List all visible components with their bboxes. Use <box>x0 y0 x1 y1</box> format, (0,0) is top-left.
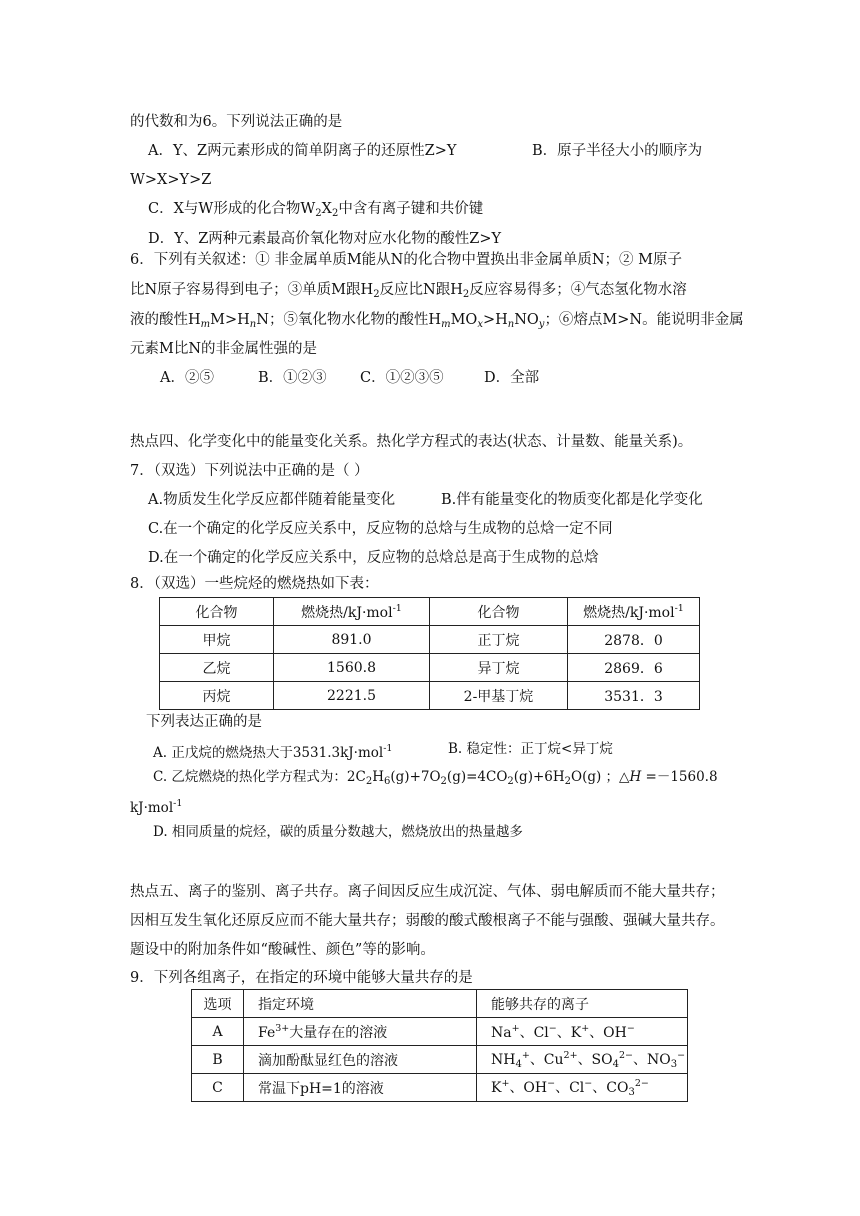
q6-option-d: D．全部 <box>484 370 540 386</box>
table-row <box>192 1018 688 1046</box>
hot-point-5-line-2: 因相互发生氧化还原反应而不能大量共存；弱酸的酸式酸根离子不能与强酸、强碱大量共存。 <box>130 913 725 929</box>
q7-option-d: D.在一个确定的化学反应关系中，反应物的总焓总是高于生成物的总焓 <box>148 550 599 566</box>
table-cell: $Fe^{3+}$大量存在的溶液 <box>244 1018 477 1046</box>
q6-line-4: 元素M比N的非金属性强的是 <box>130 341 318 357</box>
table-cell: 异丁烷 <box>430 654 568 682</box>
table-cell: 1560.8 <box>274 654 430 682</box>
q5-option-c: C．X与W形成的化合物$W_2X_2$中含有离子键和共价键 <box>148 201 484 219</box>
q8-combustion-table <box>159 597 700 710</box>
table-cell: 3531．3 <box>568 682 700 710</box>
q6-option-b: B．①②③ <box>258 370 327 386</box>
q8-option-b: B. 稳定性：正丁烷<异丁烷 <box>448 741 613 757</box>
table-row <box>192 1046 688 1074</box>
table-header: 能够共存的离子 <box>477 990 688 1018</box>
q8-option-d: D. 相同质量的烷烃，碳的质量分数越大，燃烧放出的热量越多 <box>153 824 523 840</box>
table-cell: K+、OH−、Cl−、$CO_3^{2-}$ <box>477 1074 688 1102</box>
table-cell: 甲烷 <box>160 626 274 654</box>
q7-option-b: B.伴有能量变化的物质变化都是化学变化 <box>441 492 703 508</box>
table-header-row <box>160 598 700 626</box>
hot-point-4: 热点四、化学变化中的能量变化关系。热化学方程式的表达(状态、计量数、能量关系)。 <box>130 434 693 450</box>
q8-option-a: A. 正戊烷的燃烧热大于3531.3kJ·mol$^{-1}$ <box>153 743 393 761</box>
table-cell: 2878．0 <box>568 626 700 654</box>
q5-option-b: B．原子半径大小的顺序为 <box>532 143 703 159</box>
q5-option-a: A．Y、Z两元素形成的简单阴离子的还原性Z>Y <box>148 143 457 159</box>
q6-line-3: 液的酸性$H_mM>H_nN$；⑤氧化物水化物的酸性$H_mMO_x>H_nNO_y$；⑥熔点M>N。能说明非金属 <box>130 312 744 330</box>
table-cell: 常温下pH=1的溶液 <box>244 1074 477 1102</box>
q6-line-2: 比N原子容易得到电子；③单质M跟$H_2$反应比N跟$H_2$反应容易得多；④气态氢化物水溶 <box>130 282 687 300</box>
table-cell: 正丁烷 <box>430 626 568 654</box>
table-cell: 2221.5 <box>274 682 430 710</box>
q6-option-c: C．①②③⑤ <box>360 370 444 386</box>
q5-option-b-cont: W>X>Y>Z <box>130 172 212 188</box>
q8-option-c: C. 乙烷燃烧的热化学方程式为：$2C_2H_6(g)+7O_2(g)=4CO_2(g)+6H_2O(g)$ ；△H =－1560.8 <box>153 769 718 787</box>
q8-prompt: 下列表达正确的是 <box>146 714 262 730</box>
q9-stem: 9．下列各组离子，在指定的环境中能够大量共存的是 <box>130 970 473 986</box>
q5-option-d: D．Y、Z两种元素最高价氧化物对应水化物的酸性Z>Y <box>148 231 502 247</box>
table-cell: $NH_4^+$、$Cu^{2+}$、$SO_4^{2-}$、$NO_3^-$ <box>477 1046 688 1074</box>
table-row <box>192 1074 688 1102</box>
table-cell: 丙烷 <box>160 682 274 710</box>
table-header: 化合物 <box>160 598 274 626</box>
hot-point-5-line-1: 热点五、离子的鉴别、离子共存。离子间因反应生成沉淀、气体、弱电解质而不能大量共存； <box>130 884 725 900</box>
table-cell: 滴加酚酞显红色的溶液 <box>244 1046 477 1074</box>
table-header: 选项 <box>192 990 244 1018</box>
table-cell: 乙烷 <box>160 654 274 682</box>
table-header-row <box>192 990 688 1018</box>
table-cell: Na+、Cl−、K+、OH− <box>477 1018 688 1046</box>
q9-ion-table <box>191 989 688 1102</box>
table-cell: B <box>192 1046 244 1074</box>
table-header: 指定环境 <box>244 990 477 1018</box>
q7-stem: 7．（双选）下列说法中正确的是（ ） <box>130 463 369 479</box>
table-cell: 891.0 <box>274 626 430 654</box>
table-cell: A <box>192 1018 244 1046</box>
q6-option-a: A．②⑤ <box>160 370 214 386</box>
table-row <box>160 682 700 710</box>
table-row <box>160 626 700 654</box>
q8-stem: 8．（双选）一些烷烃的燃烧热如下表： <box>130 576 379 592</box>
q8-option-c-cont: kJ·mol$^{-1}$ <box>130 798 183 816</box>
table-cell: 2869．6 <box>568 654 700 682</box>
hot-point-5-line-3: 题设中的附加条件如“酸碱性、颜色”等的影响。 <box>130 942 435 958</box>
q7-option-c: C.在一个确定的化学反应关系中，反应物的总焓与生成物的总焓一定不同 <box>148 521 613 537</box>
table-cell: 2-甲基丁烷 <box>430 682 568 710</box>
q5-stem-tail: 的代数和为6。下列说法正确的是 <box>130 114 343 130</box>
table-header: 化合物 <box>430 598 568 626</box>
table-header: 燃烧热/kJ·mol$^{-1}$ <box>274 598 430 626</box>
table-cell: C <box>192 1074 244 1102</box>
q6-line-1: 6．下列有关叙述：① 非金属单质M能从N的化合物中置换出非金属单质N；② M原子 <box>130 252 683 268</box>
q7-option-a: A.物质发生化学反应都伴随着能量变化 <box>148 492 396 508</box>
table-header: 燃烧热/kJ·mol$^{-1}$ <box>568 598 700 626</box>
table-row <box>160 654 700 682</box>
